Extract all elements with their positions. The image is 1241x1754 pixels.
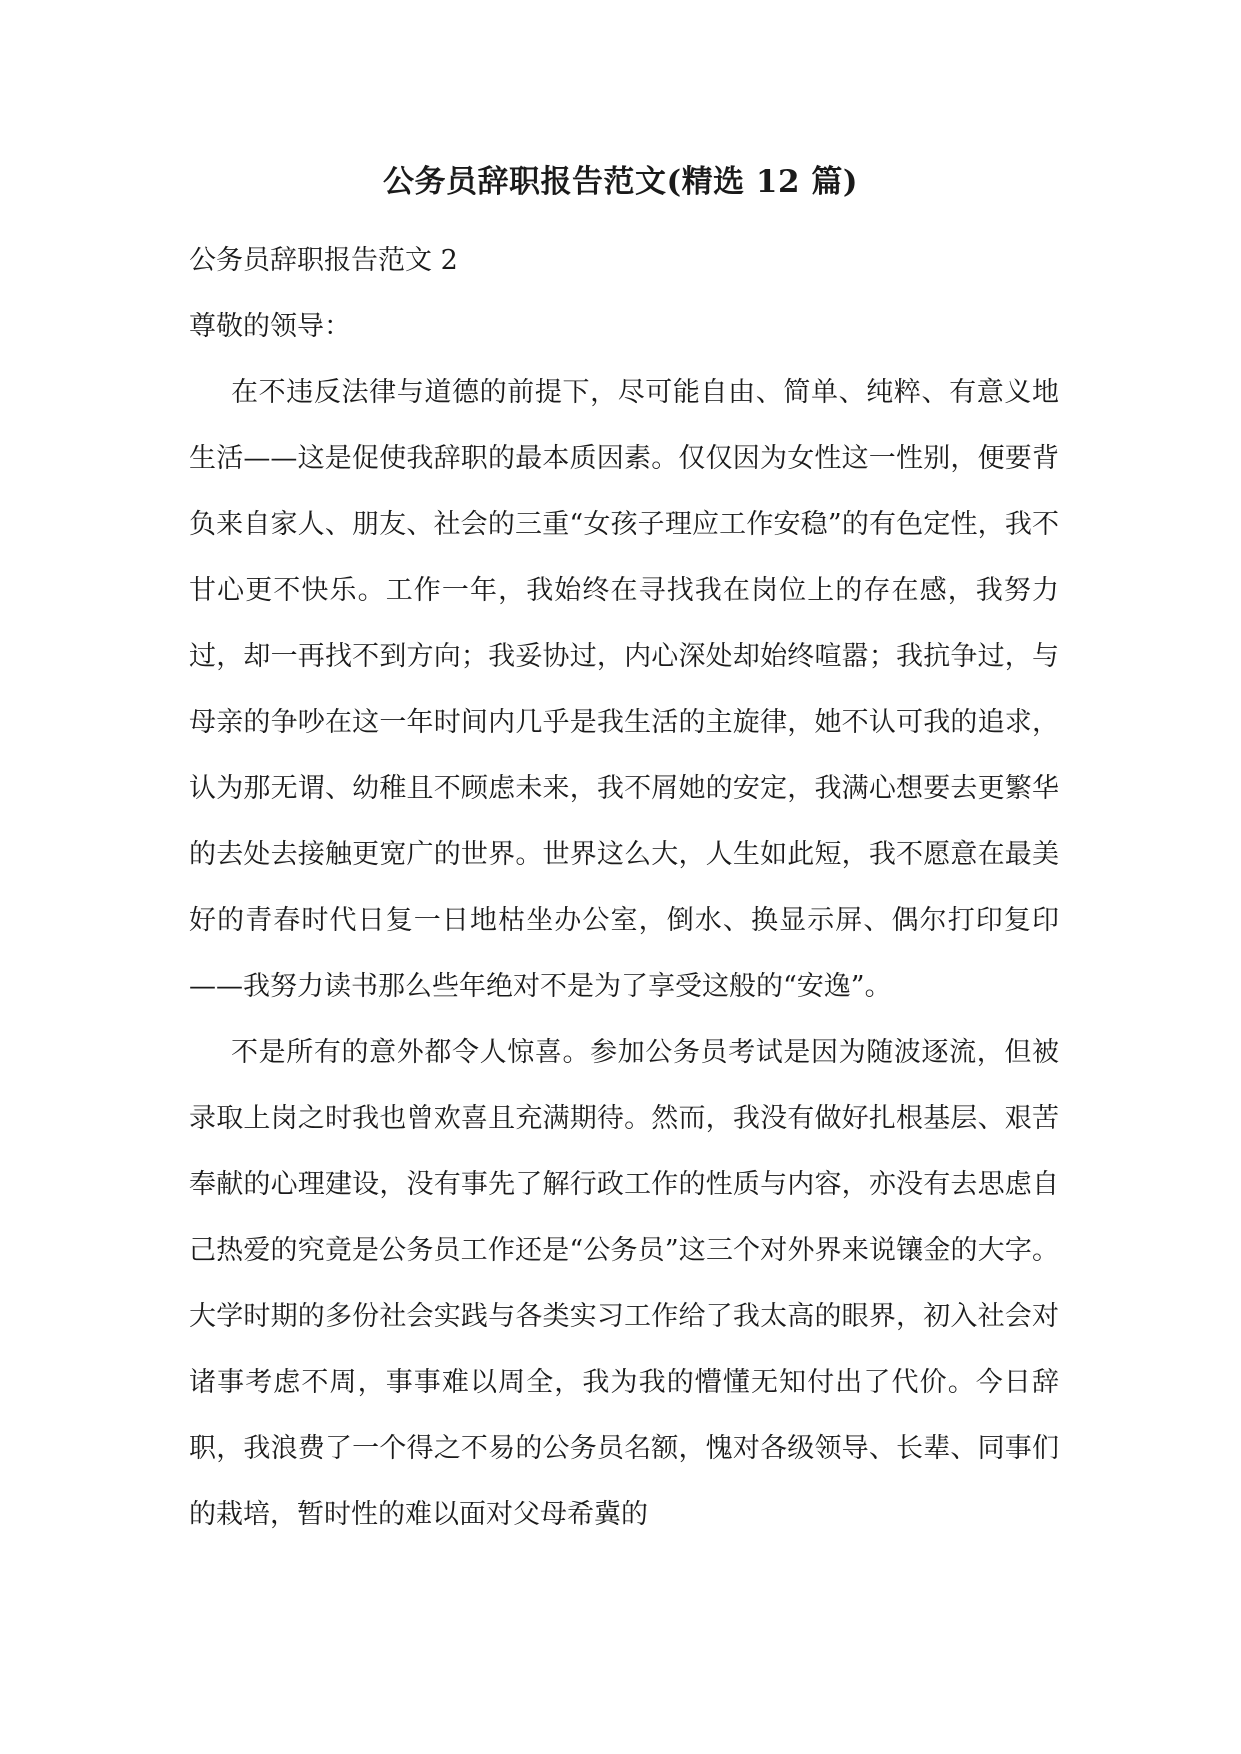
document-subtitle: 公务员辞职报告范文 2 (189, 245, 458, 276)
salutation: 尊敬的领导： (189, 311, 351, 342)
paragraph-1: 在不违反法律与道德的前提下，尽可能自由、简单、纯粹、有意义地生活——这是促使我辞职的最本质因素。仅仅因为女性这一性别，便要背负来自家人、朋友、社会的三重“女孩子理应工作安稳”的有色定性，我不甘心更不快乐。工作一年，我始终在寻找我在岗位上的存在感，我努力过，却一再找不到方向；我妥协过，内心深处却始终喧嚣；我抗争过，与母亲的争吵在这一年时间内几乎是我生活的主旋律，她不认可我的追求，认为那无谓、幼稚且不顾虑未来，我不屑她的安定，我满心想要去更繁华的去处去接触更宽广的世界。世界这么大，人生如此短，我不愿意在最美好的青春时代日复一日地枯坐办公室，倒水、换显示屏、偶尔打印复印——我努力读书那么些年绝对不是为了享受这般的“安逸”。 (189, 377, 1059, 1002)
document-title: 公务员辞职报告范文(精选 12 篇) (382, 164, 859, 200)
paragraph-2: 不是所有的意外都令人惊喜。参加公务员考试是因为随波逐流，但被录取上岗之时我也曾欢喜且充满期待。然而，我没有做好扎根基层、艰苦奉献的心理建设，没有事先了解行政工作的性质与内容，亦没有去思虑自己热爱的究竟是公务员工作还是“公务员”这三个对外界来说镶金的大字。大学时期的多份社会实践与各类实习工作给了我太高的眼界，初入社会对诸事考虑不周，事事难以周全，我为我的懵懂无知付出了代价。今日辞职，我浪费了一个得之不易的公务员名额，愧对各级领导、长辈、同事们的栽培，暂时性的难以面对父母希冀的 (189, 1037, 1059, 1530)
document-body (189, 228, 1059, 1548)
